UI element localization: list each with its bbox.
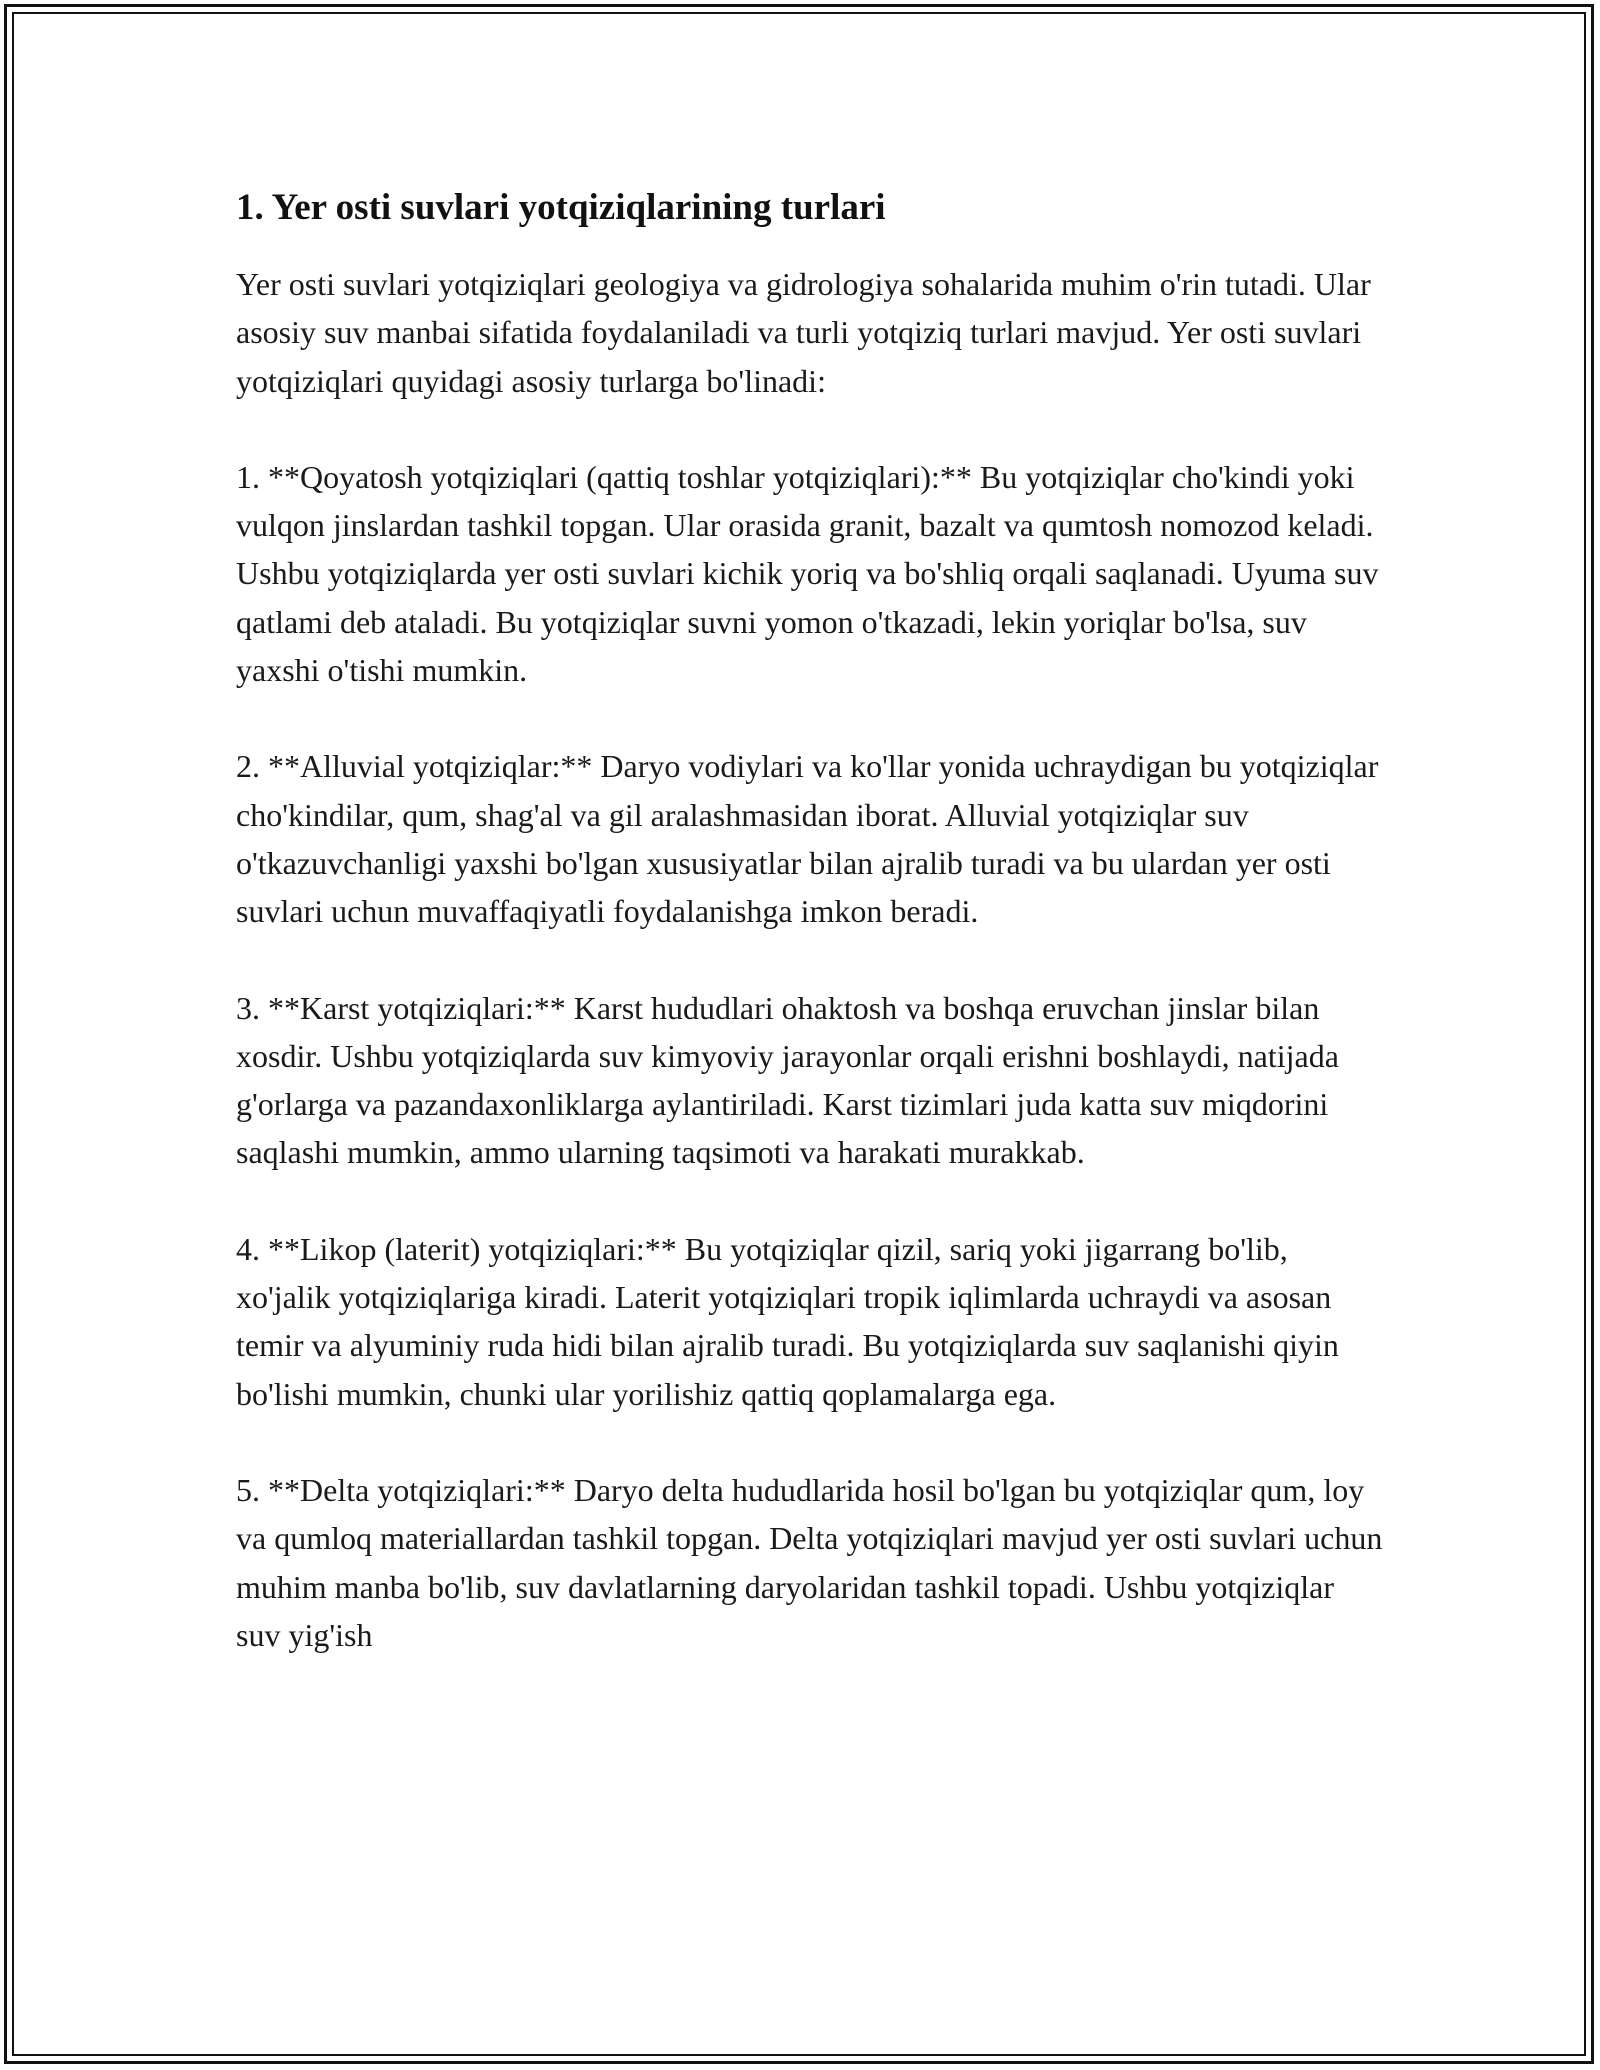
paragraph-alluvial: 2. **Alluvial yotqiziqlar:** Daryo vodiylari va ko'llar yonida uchraydigan bu yotqiziqlar cho'kindilar, qum, shag'al va gil aralashmasidan iborat. Alluvial yotqiziqlar suv o'tkazuvchanligi yaxshi bo'lgan xususiyatlar bilan ajralib turadi va bu ulardan yer osti suvlari uchun muvaffaqiyatli foydalanishga imkon beradi. <box>236 748 1379 930</box>
document-body <box>236 184 1386 1707</box>
paragraph-qoyatosh: 1. **Qoyatosh yotqiziqlari (qattiq toshlar yotqiziqlari):** Bu yotqiziqlar cho'kindi yoki vulqon jinslardan tashkil topgan. Ular orasida granit, bazalt va qumtosh nomozod keladi. Ushbu yotqiziqlarda yer osti suvlari kichik yoriq va bo'shliq orqali saqlanadi. Uyuma suv qatlami deb ataladi. Bu yotqiziqlar suvni yomon o'tkazadi, lekin yoriqlar bo'lsa, suv yaxshi o'tishi mumkin. <box>236 458 1379 689</box>
section-heading: 1. Yer osti suvlari yotqiziqlarining turlari <box>236 187 886 228</box>
paragraph-karst: 3. **Karst yotqiziqlari:** Karst hududlari ohaktosh va boshqa eruvchan jinslar bilan xosdir. Ushbu yotqiziqlarda suv kimyoviy jarayonlar orqali erishni boshlaydi, natijada g'orlarga va pazandaxonliklarga aylantiriladi. Karst tizimlari juda katta suv miqdorini saqlashi mumkin, ammo ularning taqsimoti va harakati murakkab. <box>236 989 1339 1171</box>
intro-paragraph: Yer osti suvlari yotqiziqlari geologiya va gidrologiya sohalarida muhim o'rin tutadi. Ular asosiy suv manbai sifatida foydalaniladi va turli yotqiziq turlari mavjud. Yer osti suvlari yotqiziqlari quyidagi asosiy turlarga bo'linadi: <box>236 266 1371 399</box>
paragraph-delta: 5. **Delta yotqiziqlari:** Daryo delta hududlarida hosil bo'lgan bu yotqiziqlar qum, loy va qumloq materiallardan tashkil topgan. Delta yotqiziqlari mavjud yer osti suvlari uchun muhim manba bo'lib, suv davlatlarning daryolaridan tashkil topadi. Ushbu yotqiziqlar suv yig'ish <box>236 1471 1383 1653</box>
paragraph-likop: 4. **Likop (laterit) yotqiziqlari:** Bu yotqiziqlar qizil, sariq yoki jigarrang bo'lib, xo'jalik yotqiziqlariga kiradi. Laterit yotqiziqlari tropik iqlimlarda uchraydi va asosan temir va alyuminiy ruda hidi bilan ajralib turadi. Bu yotqiziqlarda suv saqlanishi qiyin bo'lishi mumkin, chunki ular yorilishiz qattiq qoplamalarga ega. <box>236 1230 1339 1412</box>
